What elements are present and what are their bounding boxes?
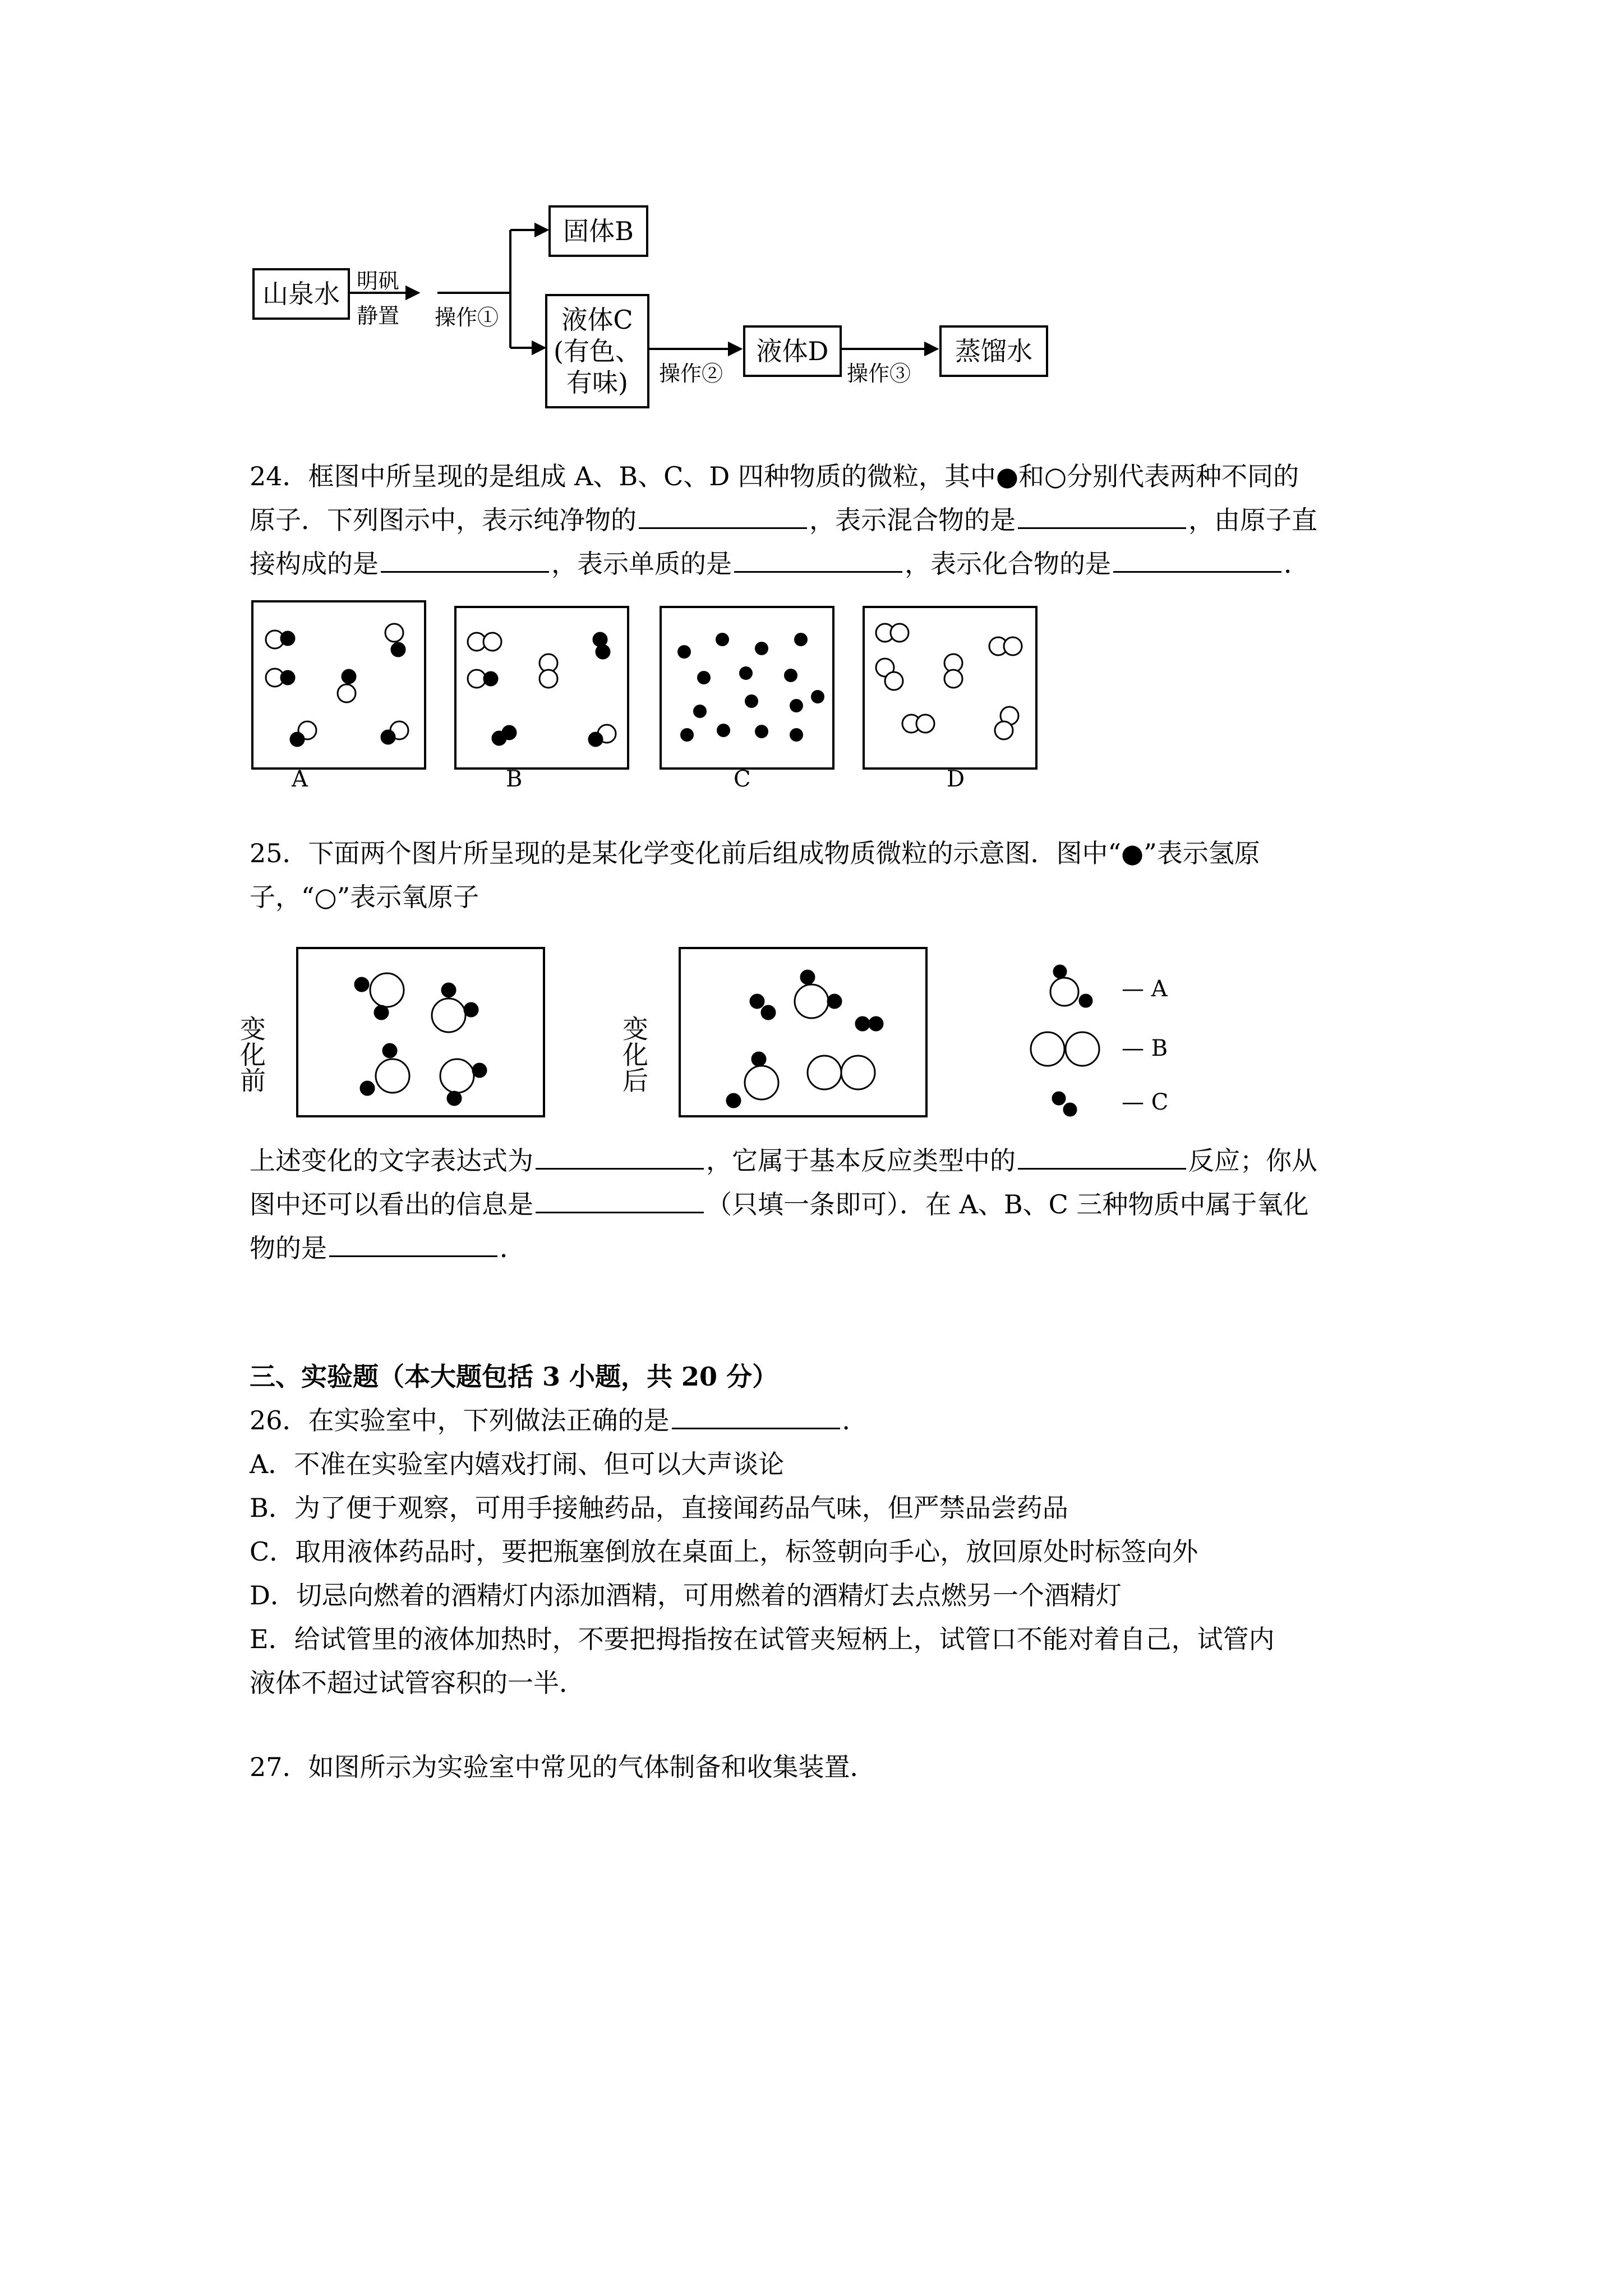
box-b — [455, 607, 628, 769]
oxide-blank[interactable] — [329, 1233, 497, 1257]
box-a-label: A — [292, 766, 308, 792]
q25-line-2: 子，“○”表示氧原子 — [250, 882, 479, 912]
alum-label: 明矾 — [357, 269, 400, 293]
element-blank[interactable] — [734, 549, 902, 573]
distilled-water-label: 蒸馏水 — [955, 336, 1032, 366]
box-c-label: C — [734, 766, 751, 792]
compound-blank[interactable] — [1113, 549, 1281, 573]
q26-stem — [250, 1398, 1394, 1442]
q25-answer-block — [250, 1139, 1394, 1270]
q24-text-d: 接构成的是 — [250, 549, 379, 579]
q26-option-b: B．为了便于观察，可用手接触药品，直接闻药品气味，但严禁品尝药品 — [250, 1493, 1068, 1523]
before-box — [297, 948, 544, 1116]
info-blank[interactable] — [536, 1189, 704, 1213]
q24-line-1: 24．框图中所呈现的是组成 A、B、C、D 四种物质的微粒，其中●和○分别代表两种不同的 — [250, 461, 1299, 491]
before-label-text: 变化前 — [236, 1015, 266, 1093]
q26-option-e-cont: 液体不超过试管容积的一半． — [250, 1668, 585, 1698]
q27-stem: 27．如图所示为实验室中常见的气体制备和收集装置． — [250, 1752, 876, 1782]
q24-text-g: ． — [1284, 549, 1310, 579]
liquid-d-box — [743, 325, 842, 377]
word-equation-blank[interactable] — [536, 1145, 704, 1170]
q26-blank[interactable] — [672, 1405, 840, 1429]
q26-stem-end: ． — [842, 1405, 868, 1435]
q25-body-line-2 — [250, 1182, 1394, 1226]
spring-water-box — [252, 268, 350, 320]
q26-option-a: A．不准在实验室内嬉戏打闹、但可以大声谈论 — [250, 1449, 785, 1479]
question-25 — [250, 831, 1394, 919]
q25-body-d: 图中还可以看出的信息是 — [250, 1189, 533, 1220]
liquid-c-box — [545, 294, 649, 408]
q25-body-c: 反应；你从 — [1188, 1145, 1317, 1176]
distilled-water-box — [939, 325, 1048, 377]
question-24 — [250, 454, 1394, 586]
q25-body-g: ． — [500, 1233, 525, 1263]
q24-text-f: ，表示化合物的是 — [905, 549, 1111, 579]
q25-body-line-3 — [250, 1226, 1394, 1270]
q25-body-b: ，它属于基本反应类型中的 — [706, 1145, 1016, 1176]
pure-substance-blank[interactable] — [639, 505, 807, 529]
section-3-heading: 三、实验题（本大题包括 3 小题，共 20 分） — [250, 1361, 778, 1392]
q26-option-c: C．取用液体药品时，要把瓶塞倒放在桌面上，标签朝向手心，放回原处时标签向外 — [250, 1536, 1198, 1567]
operation-1-label: 操作① — [435, 305, 499, 330]
q24-text-e: ，表示单质的是 — [551, 549, 732, 579]
after-label-text: 变化后 — [619, 1015, 649, 1093]
box-c — [661, 607, 833, 769]
before-label — [236, 1015, 266, 1093]
q24-line-2 — [250, 498, 1394, 542]
box-b-label: B — [506, 766, 523, 792]
q25-reaction-diagrams — [0, 931, 1623, 1133]
legend-a: — A — [1122, 976, 1168, 1002]
q25-body-line-1 — [250, 1139, 1394, 1182]
operation-3-label: 操作③ — [847, 361, 911, 386]
section-3 — [250, 1355, 1394, 1789]
q25-body-e: （只填一条即可）．在 A、B、C 三种物质中属于氧化 — [706, 1189, 1309, 1220]
q25-body-a: 上述变化的文字表达式为 — [250, 1145, 533, 1176]
reaction-type-blank[interactable] — [1018, 1145, 1186, 1170]
q24-line-3 — [250, 542, 1394, 586]
q25-line-1: 25．下面两个图片所呈现的是某化学变化前后组成物质微粒的示意图．图中“●”表示氢原 — [250, 838, 1260, 868]
q24-particle-diagrams — [0, 583, 1623, 797]
q24-text-c: ，由原子直 — [1188, 505, 1317, 535]
liquid-d-label: 液体D — [756, 336, 829, 366]
q25-body-f: 物的是 — [250, 1233, 327, 1263]
legend-c: — C — [1122, 1089, 1169, 1115]
liquid-c-label: 液体C — [561, 305, 633, 335]
liquid-c-note-2: 有味) — [566, 367, 628, 398]
solid-b-label: 固体B — [563, 216, 634, 246]
mixture-blank[interactable] — [1018, 505, 1186, 529]
q26-option-d: D．切忌向燃着的酒精灯内添加酒精，可用燃着的酒精灯去点燃另一个酒精灯 — [250, 1580, 1122, 1611]
settle-label: 静置 — [357, 303, 400, 328]
q24-text-b: ，表示混合物的是 — [809, 505, 1016, 535]
legend-b: — B — [1122, 1036, 1168, 1061]
q26-option-e: E．给试管里的液体加热时，不要把拇指按在试管夹短柄上，试管口不能对着自己，试管内 — [250, 1624, 1275, 1654]
after-label — [619, 1015, 649, 1093]
spring-water-label: 山泉水 — [262, 279, 340, 309]
box-d-label: D — [947, 766, 965, 792]
solid-b-box — [548, 205, 648, 257]
q24-text-a: 原子．下列图示中，表示纯净物的 — [250, 505, 637, 535]
operation-2-label: 操作② — [659, 361, 723, 386]
atom-composed-blank[interactable] — [381, 549, 549, 573]
q26-stem-text: 26．在实验室中，下列做法正确的是 — [250, 1405, 670, 1435]
liquid-c-note-1: (有色、 — [554, 336, 641, 366]
